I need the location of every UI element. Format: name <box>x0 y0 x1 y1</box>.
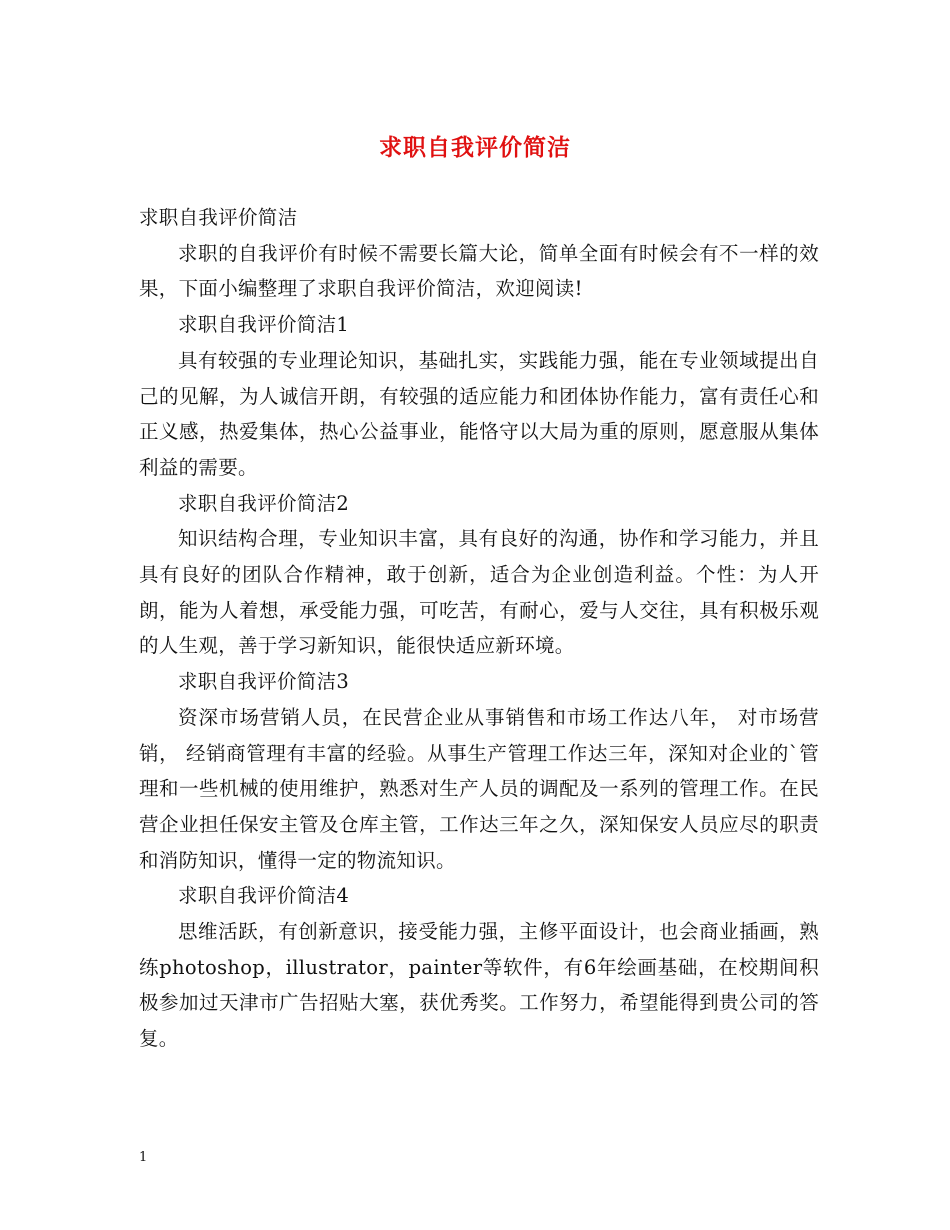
section-heading-3: 求职自我评价简洁3 <box>178 670 350 694</box>
page-number: 1 <box>139 1150 148 1165</box>
document-title: 求职自我评价简洁 <box>379 135 571 161</box>
document-body <box>139 200 819 1057</box>
section-paragraph-2: 知识结构合理，专业知识丰富，具有良好的沟通，协作和学习能力，并且具有良好的团队合作精神，敢于创新，适合为企业创造利益。个性：为人开朗，能为人着想，承受能力强，可吃苦，有耐心，爱与人交往，具有积极乐观的人生观，善于学习新知识，能很快适应新环境。 <box>139 527 819 658</box>
section-paragraph-4: 思维活跃，有创新意识，接受能力强，主修平面设计，也会商业插画，熟练photoshop，illustrator，painter等软件，有6年绘画基础，在校期间积极参加过天津市广告招贴大塞，获优秀奖。工作努力，希望能得到贵公司的答复。 <box>139 920 819 1051</box>
section-heading-4: 求职自我评价简洁4 <box>178 884 350 908</box>
subtitle: 求职自我评价简洁 <box>139 206 298 229</box>
section-heading-1: 求职自我评价简洁1 <box>178 313 350 337</box>
section-paragraph-1: 具有较强的专业理论知识，基础扎实，实践能力强，能在专业领域提出自己的见解，为人诚信开朗，有较强的适应能力和团体协作能力，富有责任心和正义感，热爱集体，热心公益事业，能恪守以大局为重的原则，愿意服从集体利益的需要。 <box>139 348 819 479</box>
section-heading-2: 求职自我评价简洁2 <box>178 491 350 515</box>
section-paragraph-3: 资深市场营销人员，在民营企业从事销售和市场工作达八年， 对市场营销， 经销商管理有丰富的经验。从事生产管理工作达三年，深知对企业的`管理和一些机械的使用维护，熟悉对生产人员的调配及一系列的管理工作。在民营企业担任保安主管及仓库主管，工作达三年之久，深知保安人员应尽的职责和消防知识，懂得一定的物流知识。 <box>139 705 819 872</box>
intro-paragraph: 求职的自我评价有时候不需要长篇大论，简单全面有时候会有不一样的效果，下面小编整理了求职自我评价简洁，欢迎阅读! <box>139 241 819 301</box>
